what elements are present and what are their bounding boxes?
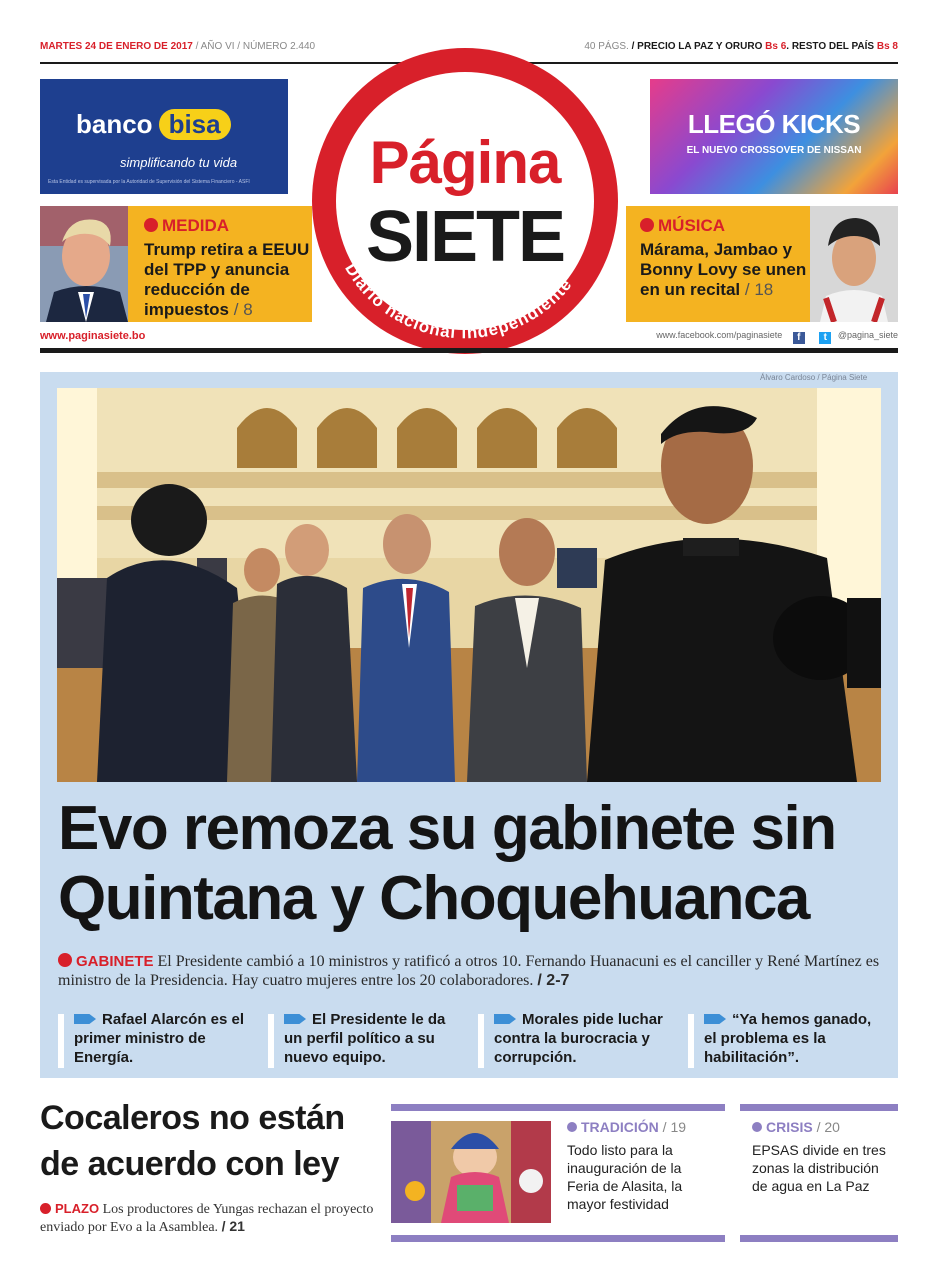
- red-dot-icon: [40, 1203, 51, 1214]
- red-dot-icon: [58, 953, 72, 967]
- teaser-medida[interactable]: [40, 206, 312, 322]
- price-rest: Bs 8: [876, 41, 898, 52]
- teaser-text-musica: Márama, Jambao y Bonny Lovy se unen en un recital / 18: [640, 240, 807, 299]
- bank-bisa-ad[interactable]: [40, 79, 288, 194]
- bank-slogan: simplificando tu vida: [120, 155, 238, 170]
- crisis-box[interactable]: [740, 1104, 898, 1242]
- sub-divider: [268, 1014, 274, 1068]
- social-links: [656, 330, 898, 344]
- web-row: [40, 330, 898, 344]
- date-issue: [40, 38, 315, 56]
- cocaleros-lead: PLAZO Los productores de Yungas rechazan el proyecto enviado por Evo a la Asamblea. / 21: [40, 1201, 374, 1235]
- price-info: [584, 38, 898, 56]
- price-lpz-label: / PRECIO LA PAZ Y ORURO: [631, 41, 763, 52]
- sub-divider: [58, 1014, 64, 1068]
- arrow-icon: [74, 1014, 96, 1024]
- crisis-text: EPSAS divide en tres zonas la distribución de agua en La Paz: [752, 1142, 886, 1194]
- arrow-icon: [704, 1014, 726, 1024]
- sub-divider: [688, 1014, 694, 1068]
- nissan-ad-subtitle: EL NUEVO CROSSOVER DE NISSAN: [686, 145, 862, 156]
- photo-credit: Álvaro Cardoso / Página Siete: [760, 373, 868, 382]
- alasita-photo: [391, 1121, 551, 1223]
- bank-logo: [76, 109, 231, 140]
- sub-divider: [478, 1014, 484, 1068]
- issue-number: / AÑO VI / NÚMERO 2.440: [195, 41, 316, 52]
- nissan-kicks-ad[interactable]: [650, 79, 898, 194]
- trump-photo: [40, 206, 128, 322]
- crisis-kicker: CRISIS / 20: [752, 1119, 840, 1135]
- lead-pages: / 2-7: [537, 972, 570, 989]
- masthead-rule: [40, 348, 898, 353]
- sub-story-1[interactable]: Rafael Alarcón es el primer ministro de Energía.: [58, 1010, 248, 1070]
- pagina-siete-logo[interactable]: [312, 48, 618, 354]
- teaser-kicker-medida: MEDIDA: [144, 216, 229, 236]
- twitter-handle[interactable]: @pagina_siete: [837, 330, 898, 340]
- tradicion-kicker: TRADICIÓN / 19: [567, 1119, 686, 1135]
- main-lead: [58, 952, 880, 990]
- lead-kicker: GABINETE: [76, 953, 154, 970]
- facebook-icon[interactable]: f: [793, 332, 805, 344]
- cabinet-photo[interactable]: [57, 388, 881, 782]
- arrow-icon: [284, 1014, 306, 1024]
- website-link[interactable]: www.paginasiete.bo: [40, 330, 146, 342]
- price-lpz: Bs 6: [765, 41, 787, 52]
- sub-story-3[interactable]: Morales pide luchar contra la burocracia y corrupción.: [478, 1010, 668, 1070]
- teaser-text-medida: Trump retira a EEUU del TPP y anuncia reducción de impuestos / 8: [144, 240, 310, 319]
- teaser-musica[interactable]: [626, 206, 898, 322]
- purple-dot-icon: [752, 1122, 762, 1132]
- cocaleros-headline[interactable]: Cocaleros no están de acuerdo con ley: [40, 1099, 345, 1183]
- lead-text: El Presidente cambió a 10 ministros y ratificó a otros 10. Fernando Huanacuni es el canciller y René Martínez es ministro de la Presidencia. Hay cuatro mujeres entre los 20 colaboradores.: [58, 953, 880, 989]
- bank-name: banco: [76, 109, 153, 139]
- facebook-url[interactable]: www.facebook.com/paginasiete: [656, 330, 783, 340]
- red-dot-icon: [144, 218, 158, 232]
- sub-story-4[interactable]: “Ya hemos ganado, el problema es la habilitación”.: [688, 1010, 878, 1070]
- headline-line-2: Quintana y Choquehuanca: [58, 864, 809, 933]
- logo-tagline: Diario nacional independiente: [341, 259, 576, 343]
- red-dot-icon: [640, 218, 654, 232]
- headline-line-1: Evo remoza su gabinete sin: [58, 794, 836, 863]
- twitter-icon[interactable]: t: [819, 332, 831, 344]
- logo-word-pagina: Página: [369, 129, 561, 196]
- nissan-ad-title: LLEGÓ KICKS: [687, 109, 861, 139]
- date: MARTES 24 DE ENERO DE 2017: [40, 41, 193, 52]
- page-count: 40 PÁGS.: [584, 41, 629, 52]
- tradicion-text: Todo listo para la inauguración de la Feria de Alasita, la mayor festividad: [567, 1142, 683, 1212]
- logo-word-siete: SIETE: [365, 197, 565, 277]
- singer-photo: [810, 206, 898, 322]
- arrow-icon: [494, 1014, 516, 1024]
- price-rest-label: . RESTO DEL PAÍS: [786, 41, 875, 52]
- main-headline[interactable]: [58, 794, 888, 934]
- sub-story-2[interactable]: El Presidente le da un perfil político a su nuevo equipo.: [268, 1010, 458, 1070]
- logo-tagline-ring: [312, 48, 618, 354]
- bank-brand: bisa: [159, 109, 231, 140]
- bank-fine-print: Esta Entidad es supervisada por la Autoridad de Supervisión del Sistema Financiero - ASFI: [48, 179, 250, 185]
- teaser-kicker-musica: MÚSICA: [640, 216, 725, 236]
- purple-dot-icon: [567, 1122, 577, 1132]
- tradicion-box[interactable]: [391, 1104, 725, 1242]
